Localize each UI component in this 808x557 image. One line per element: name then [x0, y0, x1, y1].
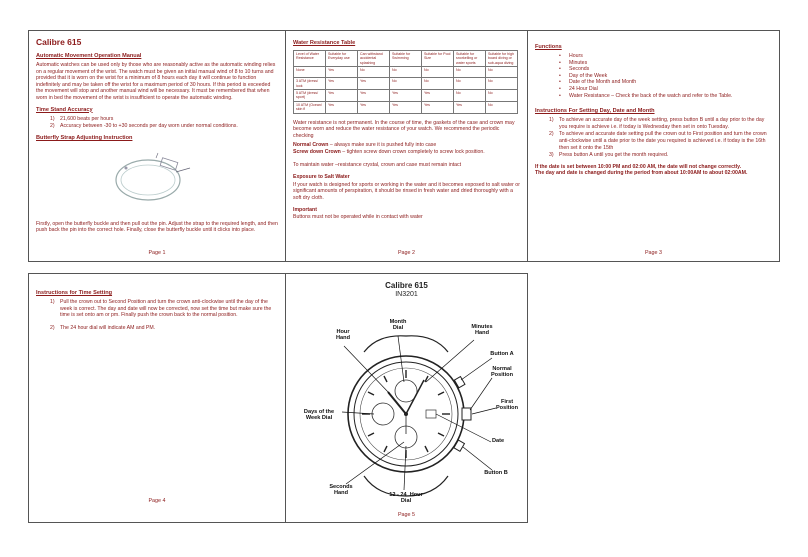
table-row: 3 ATM (dress/ look Yes Yes No No No No — [294, 78, 518, 90]
table-row: Level of Water Resistance Suitable for Everyday use Can withstand accidental splashing Suitable for Swimming Suitable for Pool Size Suitable for snorkelling or water sports Suitable for high board diving or sub-aqua diving — [294, 51, 518, 67]
strap-text: Firstly, open the butterfly buckle and then pull out the pin. Adjust the strap to the required length, and then push back the pin into the correct hole. Finally, close the butterfly buckle until it clicks into place. — [36, 220, 278, 234]
first-position-label: First Position — [495, 399, 519, 412]
auto-movement-text: Automatic watches can be used only by those who are reasonably active as the automatic winding relies on a regular movement of the wrist. The watch must be given an initial manual wind of 8 to 10 turns and provided that it is worn on the wrist for a minimum of 8 hours each day it will continue to function indefinitely and may be taken off the wrist for a maximum period of 30 hours. If this period is exceeded the movement will stop and another manual wind will be necessary. It must be remembered that when worn in bed the movement of the wrist is insufficient to operate the automatic winding. — [36, 62, 276, 101]
water-resistance-table — [293, 50, 518, 114]
auto-movement-heading: Automatic Movement Operation Manual — [36, 53, 142, 59]
table-row: 5 ATM (dress/ sport) Yes Yes Yes Yes No No — [294, 90, 518, 102]
page-number: Page 2 — [397, 250, 416, 256]
accuracy-list — [36, 116, 278, 130]
list-item: • Water Resistance – Check the back of the watch and refer to the Table. — [535, 93, 772, 100]
diagram-subtitle: IN3201 — [395, 291, 418, 298]
salt-water-text: If your watch is designed for sports or working in the water and it becomes exposed to salt water or significant amounts of perspiration, it should be rinsed in fresh water and dried thoroughly with a soft dry cloth. — [293, 181, 520, 201]
list-item: 1) Pull the crown out to Second Position and turn the crown anti-clockwise until the day of the week is correct. The day and date will now be corrected, now set the time but make sure the time is set onto am or pm. Finally push the crown back to the normal position. — [50, 299, 272, 319]
setting-heading: Instructions For Setting Day, Date and Month — [535, 108, 655, 115]
butterfly-strap-illustration — [106, 150, 196, 208]
manual-page-5 — [285, 273, 528, 523]
manual-page-3 — [527, 30, 780, 262]
salt-water-heading: Exposure to Salt Water — [293, 174, 350, 181]
water-resistance-text: Water resistance is not permanent. In the course of time, the gaskets of the case and crown may become worn and reduce the water resistance of your watch. We recommend the periodic checking — [293, 119, 515, 139]
list-item: 2) The 24 hour dial will indicate AM and PM. — [50, 324, 156, 331]
hour-hand-label: Hour Hand — [336, 329, 350, 342]
button-b-label: Button B — [484, 470, 508, 476]
list-item: • 24 Hour Dial — [535, 86, 772, 93]
list-item: • Seconds — [535, 66, 772, 73]
manual-page-2 — [285, 30, 528, 262]
seconds-hand-label: Seconds Hand — [329, 484, 353, 497]
setting-list — [535, 117, 772, 159]
list-item: • Minutes — [535, 60, 772, 67]
button-a-label: Button A — [490, 351, 514, 357]
date-label: Date — [491, 438, 505, 444]
minutes-hand-label: Minutes Hand — [471, 324, 493, 337]
list-item: 2) Accuracy between -30 to +30 seconds per day worn under normal conditions. — [50, 123, 238, 130]
page-title: Calibre 615 — [36, 37, 82, 47]
list-item: 3) Press button A until you get the month required. — [549, 152, 669, 159]
list-item: • Day of the Week — [535, 73, 772, 80]
time-setting-heading: Instructions for Time Setting — [36, 290, 113, 296]
list-item: 2) To achieve and accurate date setting pull the crown out to First position and turn the crown anti-clockwise until a date prior to the date you required is achieved i.e. if today is the 16th then set it onto the 15th — [549, 131, 767, 151]
time-setting-list — [36, 299, 278, 331]
page-number: Page 4 — [148, 498, 166, 504]
days-of-week-dial-label: Days of the Week Dial — [303, 409, 335, 422]
important-heading: Important — [293, 206, 317, 213]
functions-list — [535, 53, 772, 99]
manual-page-1 — [28, 30, 286, 262]
normal-position-label: Normal Position — [490, 366, 514, 379]
normal-crown-text: Normal Crown – always make sure it is pushed fully into case — [293, 142, 437, 149]
list-item: 1) To achieve an accurate day of the week setting, press button B until a day prior to the day you require is achieve i.e. if today is Wednesday then set in onto Tuesday. — [549, 117, 765, 130]
page-number: Page 1 — [148, 250, 166, 256]
manual-page-4 — [28, 273, 286, 523]
diagram-title: Calibre 615 — [385, 281, 428, 290]
date-note-2: The day and date is changed during the period from about 10:00AM to about 02:00AM. — [535, 170, 748, 177]
important-text: Buttons must not be operated while in contact with water — [293, 214, 423, 221]
page-number: Page 3 — [644, 250, 663, 256]
maintain-text: To maintain water –resistance crystal, crown and case must remain intact — [293, 161, 462, 168]
page-number: Page 5 — [397, 512, 416, 518]
functions-heading: Functions — [535, 44, 562, 50]
month-dial-label: Month Dial — [389, 319, 407, 332]
screw-crown-text: Screw down Crown – tighten screw down crown completely to screw lock position. — [293, 149, 485, 156]
water-table-heading: Water Resistance Table — [293, 40, 356, 46]
list-item: • Hours — [535, 53, 772, 60]
accuracy-heading: Time Stand Accuracy — [36, 106, 93, 113]
24-hour-dial-label: 12 - 24 Hour Dial — [389, 492, 423, 505]
table-row: 10 ATM (Ocean/ skin fl Yes Yes Yes Yes Yes No — [294, 101, 518, 113]
list-item: 1) 21,600 beats per hours — [50, 115, 114, 122]
table-row: None Yes No No No No No — [294, 67, 518, 78]
list-item: • Date of the Month and Month — [535, 79, 772, 86]
date-note-1: If the date is set between 10:00 PM and 02:00 AM, the date will not change correctly. — [535, 163, 742, 170]
strap-heading: Butterfly Strap Adjusting Instruction — [36, 134, 133, 141]
